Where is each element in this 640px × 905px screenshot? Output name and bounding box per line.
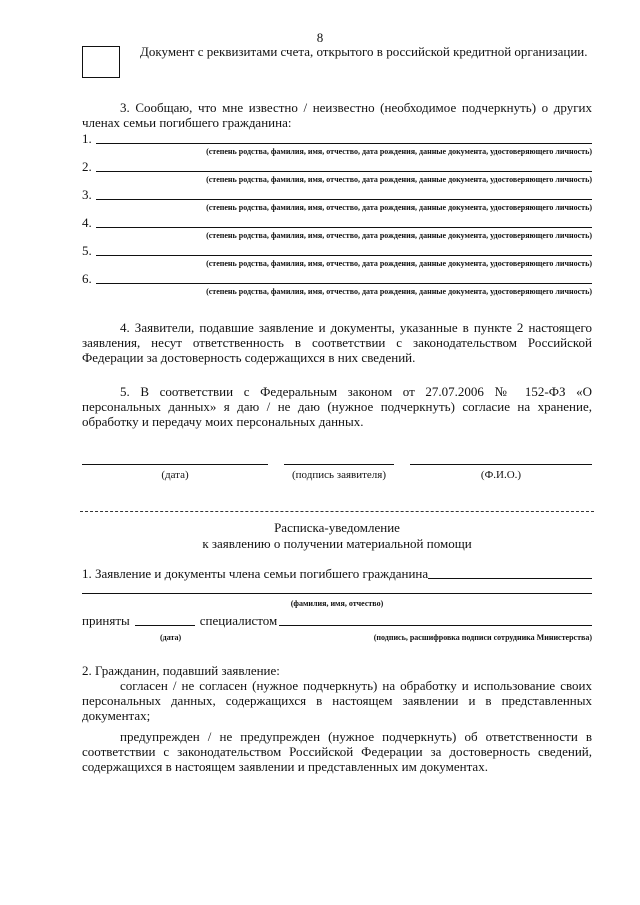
consent-text: согласен / не согласен (нужное подчеркнуть) на обработку и использование своих персональных данных, содержащихся в настоящем заявлении и в представленных документах; [82, 678, 592, 723]
family-member-field[interactable] [96, 171, 592, 172]
family-member-entry [82, 244, 592, 270]
receipt-title: Расписка-уведомление [274, 520, 400, 535]
warned-text: предупрежден / не предупрежден (нужное подчеркнуть) об ответственности в соответствии с законодательством Российской Федерации за достоверность сведений, содержащихся в настоящем заявлении и представленных им документах. [82, 729, 592, 774]
family-member-entry [82, 216, 592, 242]
accepted-date-field[interactable] [135, 625, 195, 626]
family-member-number: 5. [82, 243, 92, 258]
family-member-line [82, 132, 592, 146]
member-name-line[interactable] [82, 593, 592, 594]
section-4-text: 4. Заявители, подавшие заявление и документы, указанные в пункте 2 настоящего заявления, несут ответственность в соответствии с законодательством Российской Федерации за достоверность содержащихся в них сведений. [82, 320, 592, 365]
specialist-hint: (подпись, расшифровка подписи сотрудника Министерства) [373, 633, 592, 642]
receipt-subtitle: к заявлению о получении материальной помощи [202, 536, 472, 551]
section-3-text: 3. Сообщаю, что мне известно / неизвестно (необходимое подчеркнуть) о других членах семьи погибшего гражданина: [82, 100, 592, 130]
family-member-field[interactable] [96, 143, 592, 144]
accepted-row [82, 613, 592, 628]
specialist-label: специалистом [199, 613, 278, 628]
signature-caption: (подпись заявителя) [291, 469, 387, 481]
family-members-list [82, 132, 592, 298]
family-member-field[interactable] [96, 227, 592, 228]
family-member-hint: (степень родства, фамилия, имя, отчество, дата рождения, данные документа, удостоверяющего личность) [206, 147, 592, 156]
accepted-hints [82, 630, 592, 645]
bank-document-checkbox[interactable] [82, 46, 120, 78]
member-name-field[interactable] [428, 578, 592, 579]
family-member-number: 2. [82, 159, 92, 174]
full-name-caption: (Ф.И.О.) [480, 469, 522, 481]
date-field[interactable] [82, 463, 268, 483]
family-member-hint: (степень родства, фамилия, имя, отчество, дата рождения, данные документа, удостоверяющего личность) [206, 259, 592, 268]
family-member-number: 4. [82, 215, 92, 230]
family-member-entry [82, 188, 592, 214]
family-member-entry [82, 272, 592, 298]
accepted-label: приняты [82, 613, 130, 628]
family-member-field[interactable] [96, 283, 592, 284]
family-member-hint: (степень родства, фамилия, имя, отчество, дата рождения, данные документа, удостоверяющего личность) [206, 287, 592, 296]
family-member-entry [82, 132, 592, 158]
receipt-item-1-text: 1. Заявление и документы члена семьи погибшего гражданина [82, 566, 429, 581]
specialist-field[interactable] [279, 625, 592, 626]
document-body [82, 44, 592, 774]
bank-document-item [82, 44, 592, 78]
cut-line [80, 511, 594, 512]
accepted-date-hint: (дата) [160, 633, 182, 642]
section-5-text: 5. В соответствии с Федеральным законом от 27.07.2006 № 152-ФЗ «О персональных данных» я даю / не даю (нужное подчеркнуть) согласие на хранение, обработку и передачу моих персональных данных. [82, 384, 592, 429]
family-member-hint: (степень родства, фамилия, имя, отчество, дата рождения, данные документа, удостоверяющего личность) [206, 175, 592, 184]
family-member-field[interactable] [96, 199, 592, 200]
family-member-line [82, 272, 592, 286]
family-member-line [82, 244, 592, 258]
bank-document-text: Документ с реквизитами счета, открытого в российской кредитной организации. [140, 44, 588, 59]
family-member-hint: (степень родства, фамилия, имя, отчество, дата рождения, данные документа, удостоверяющего личность) [206, 231, 592, 240]
receipt-header [82, 520, 592, 552]
family-member-line [82, 160, 592, 174]
family-member-field[interactable] [96, 255, 592, 256]
family-member-line [82, 188, 592, 202]
family-member-number: 3. [82, 187, 92, 202]
date-caption: (дата) [161, 469, 189, 481]
family-member-number: 1. [82, 131, 92, 146]
page-number: 8 [316, 30, 324, 45]
receipt-item-1 [82, 566, 592, 581]
fio-hint: (фамилия, имя, отчество) [290, 599, 384, 608]
family-member-entry [82, 160, 592, 186]
family-member-line [82, 216, 592, 230]
family-member-number: 6. [82, 271, 92, 286]
signature-field[interactable] [284, 463, 394, 483]
family-member-hint: (степень родства, фамилия, имя, отчество, дата рождения, данные документа, удостоверяющего личность) [206, 203, 592, 212]
receipt-item-2: 2. Гражданин, подавший заявление: [82, 663, 280, 678]
full-name-field[interactable] [410, 463, 592, 483]
applicant-signature-row [82, 463, 592, 483]
